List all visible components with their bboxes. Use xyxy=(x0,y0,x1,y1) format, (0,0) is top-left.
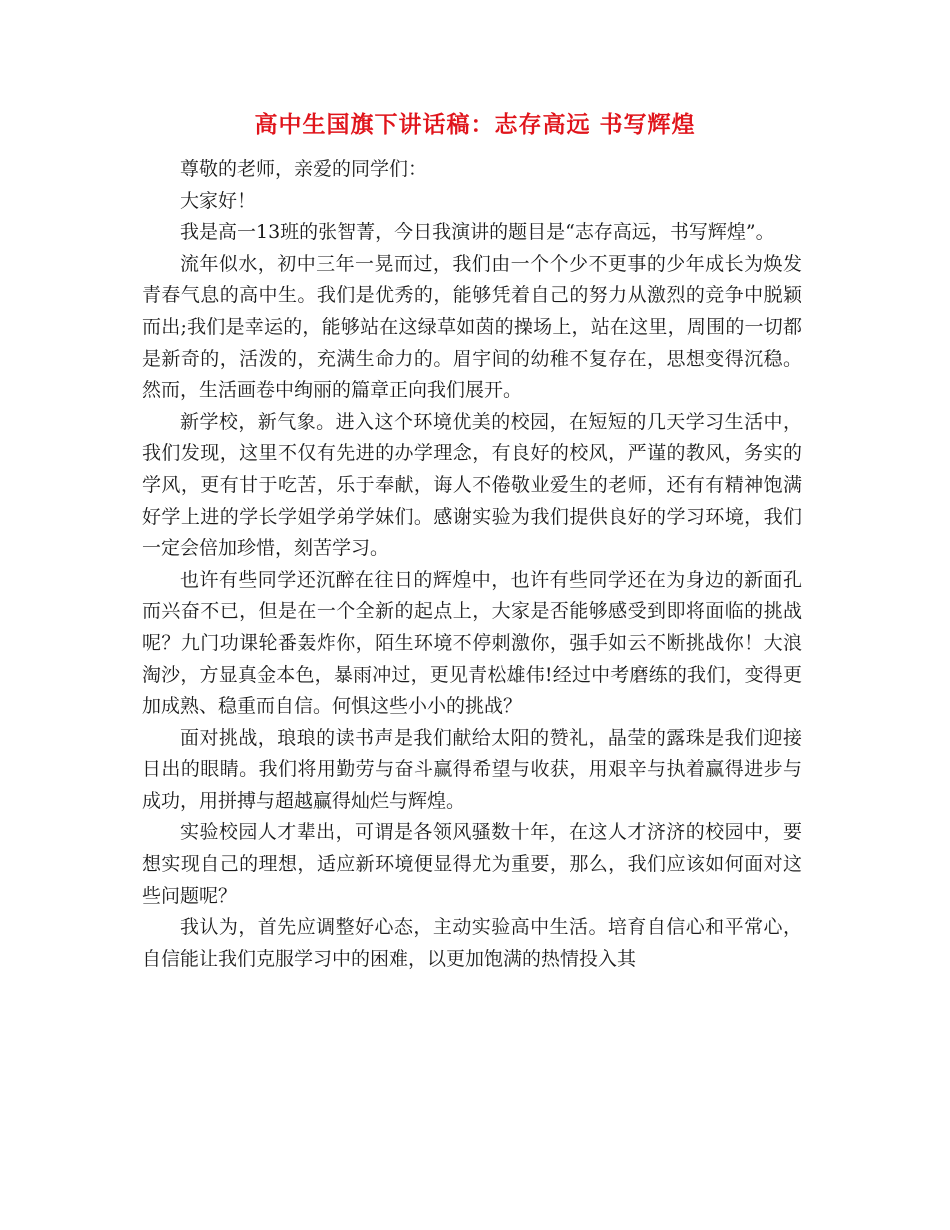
body-paragraph: 面对挑战，琅琅的读书声是我们献给太阳的赞礼，晶莹的露珠是我们迎接日出的眼睛。我们将用勤劳与奋斗赢得希望与收获，用艰辛与执着赢得进步与成功，用拼搏与超越赢得灿烂与辉煌。 xyxy=(142,726,802,812)
body-paragraph: 流年似水，初中三年一晃而过，我们由一个个少不更事的少年成长为焕发青春气息的高中生。我们是优秀的，能够凭着自己的努力从激烈的竞争中脱颖而出;我们是幸运的，能够站在这绿草如茵的操场上，站在这里，周围的一切都是新奇的，活泼的，充满生命力的。眉宇间的幼稚不复存在，思想变得沉稳。然而，生活画卷中绚丽的篇章正向我们展开。 xyxy=(142,252,802,402)
body-paragraph: 实验校园人才辈出，可谓是各领风骚数十年，在这人才济济的校园中，要想实现自己的理想，适应新环境便显得尤为重要，那么，我们应该如何面对这些问题呢？ xyxy=(142,821,802,907)
document-body xyxy=(142,154,802,975)
salutation-paragraph: 尊敬的老师，亲爱的同学们： xyxy=(180,158,428,180)
intro-paragraph: 我是高一13班的张智菁，今日我演讲的题目是“志存高远，书写辉煌”。 xyxy=(180,221,775,244)
body-paragraph: 也许有些同学还沉醉在往日的辉煌中，也许有些同学还在为身边的新面孔而兴奋不已，但是在一个全新的起点上，大家是否能够感受到即将面临的挑战呢？九门功课轮番轰炸你，陌生环境不停刺激你，强手如云不断挑战你！大浪淘沙，方显真金本色，暴雨冲过，更见青松雄伟!经过中考磨练的我们，变得更加成熟、稳重而自信。何惧这些小小的挑战？ xyxy=(142,568,802,718)
greeting-paragraph: 大家好！ xyxy=(180,189,257,212)
body-paragraph: 我认为，首先应调整好心态，主动实验高中生活。培育自信心和平常心，自信能让我们克服学习中的困难，以更加饱满的热情投入其 xyxy=(142,916,802,970)
body-paragraph: 新学校，新气象。进入这个环境优美的校园，在短短的几天学习生活中，我们发现，这里不仅有先进的办学理念，有良好的校风，严谨的教风，务实的学风，更有甘于吃苦，乐于奉献，诲人不倦敬业爱生的老师，还有有精神饱满好学上进的学长学姐学弟学妹们。感谢实验为我们提供良好的学习环境，我们一定会倍加珍惜，刻苦学习。 xyxy=(142,410,802,560)
document-title: 高中生国旗下讲话稿：志存高远 书写辉煌 xyxy=(254,111,696,138)
